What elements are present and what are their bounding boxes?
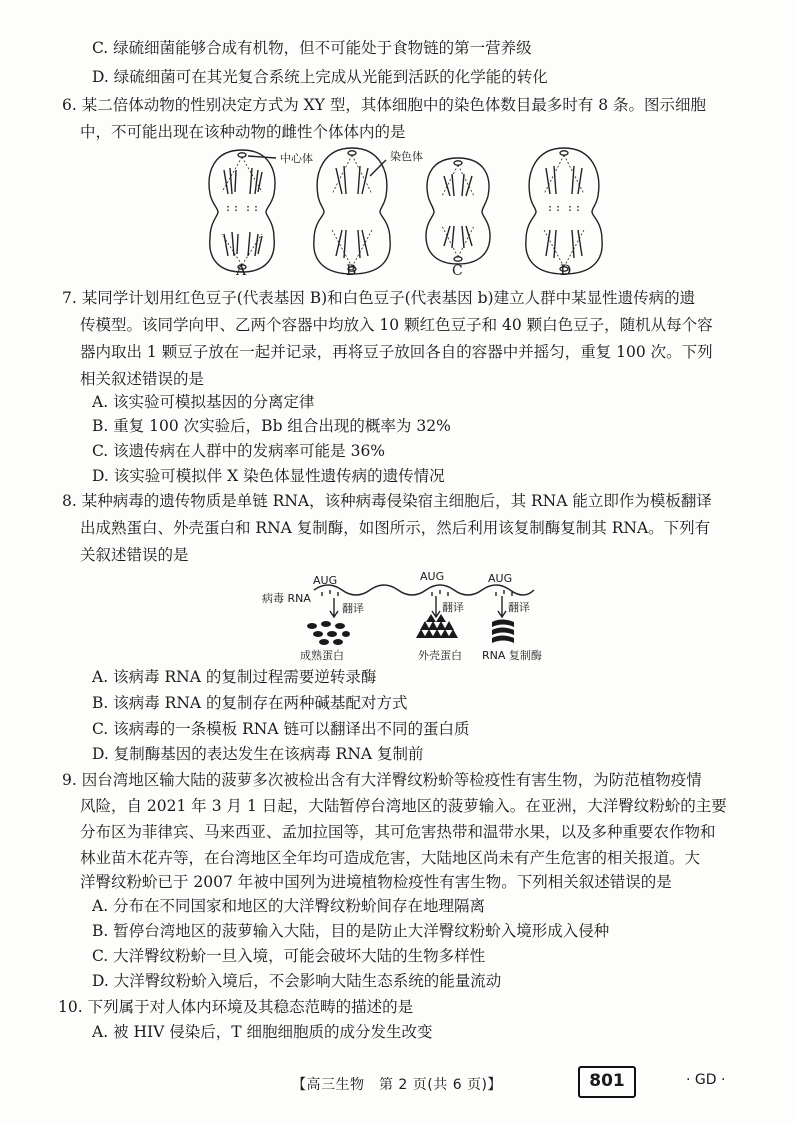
cell-c-diagram bbox=[426, 158, 490, 264]
q5-option-d: D. 绿硫细菌可在其光复合系统上完成从光能到活跃的化学能的转化 bbox=[92, 68, 548, 86]
q8-aug-label-2: AUG bbox=[420, 570, 445, 583]
q6-stem-line2: 中，不可能出现在该种动物的雌性个体体内的是 bbox=[80, 123, 406, 141]
page-footer-title: 【高三生物 第 2 页(共 6 页)】 bbox=[291, 1077, 503, 1093]
q8-option-b: B. 该病毒 RNA 的复制存在两种碱基配对方式 bbox=[92, 694, 408, 712]
q5-option-c: C. 绿硫细菌能够合成有机物，但不可能处于食物链的第一营养级 bbox=[92, 39, 532, 57]
q9-stem-line5: 洋臀纹粉蚧已于 2007 年被中国列为进境植物检疫性有害生物。下列相关叙述错误的是 bbox=[80, 873, 672, 891]
q7-option-c: C. 该遗传病在人群中的发病率可能是 36% bbox=[92, 442, 386, 460]
q8-mature-protein-label: 成熟蛋白 bbox=[300, 649, 344, 662]
page-code-badge: 801 bbox=[578, 1066, 636, 1098]
q7-stem-line3: 器内取出 1 颗豆子放在一起并记录，再将豆子放回各自的容器中并摇匀，重复 100 次。下列 bbox=[80, 343, 713, 361]
q8-aug-label-1: AUG bbox=[313, 574, 338, 587]
q10-stem-line1: 10. 下列属于对人体内环境及其稳态范畴的描述的是 bbox=[58, 998, 414, 1016]
q9-option-d: D. 大洋臀纹粉蚧入境后，不会影响大陆生态系统的能量流动 bbox=[92, 972, 502, 990]
q8-stem-line1: 8. 某种病毒的遗传物质是单链 RNA，该种病毒侵染宿主细胞后，其 RNA 能立即作为模板翻译 bbox=[62, 492, 712, 510]
q6-cell-label-b: B bbox=[346, 263, 357, 279]
q10-option-a: A. 被 HIV 侵染后，T 细胞细胞质的成分发生改变 bbox=[92, 1023, 433, 1041]
q7-option-b: B. 重复 100 次实验后，Bb 组合出现的概率为 32% bbox=[92, 417, 451, 435]
q9-stem-line4: 林业苗木花卉等，在台湾地区全年均可造成危害，大陆地区尚未有产生危害的相关报道。大 bbox=[80, 849, 701, 867]
q6-label-chromosome: 染色体 bbox=[390, 150, 423, 163]
q9-stem-line2: 风险，自 2021 年 3 月 1 日起，大陆暂停台湾地区的菠萝输入。在亚洲，大洋臀纹粉蚧的主要 bbox=[80, 797, 727, 815]
cell-a-diagram bbox=[209, 150, 275, 272]
q6-cell-label-d: D bbox=[560, 263, 572, 279]
q9-stem-line3: 分布区为菲律宾、马来西亚、孟加拉国等，其可危害热带和温带水果，以及多种重要农作物和 bbox=[80, 823, 716, 841]
q9-stem-line1: 9. 因台湾地区输大陆的菠萝多次被检出含有大洋臀纹粉蚧等检疫性有害生物，为防范植物疫情 bbox=[62, 771, 702, 789]
q8-viral-rna-label: 病毒 RNA bbox=[262, 592, 311, 605]
q7-stem-line1: 7. 某同学计划用红色豆子(代表基因 B)和白色豆子(代表基因 b)建立人群中某显性遗传病的遗 bbox=[62, 289, 696, 307]
q8-option-d: D. 复制酶基因的表达发生在该病毒 RNA 复制前 bbox=[92, 745, 424, 763]
q8-coat-protein-label: 外壳蛋白 bbox=[418, 649, 462, 662]
q8-translate-label-2: 翻译 bbox=[442, 601, 464, 614]
q9-option-c: C. 大洋臀纹粉蚧一旦入境，可能会破坏大陆的生物多样性 bbox=[92, 947, 486, 965]
q7-option-a: A. 该实验可模拟基因的分离定律 bbox=[92, 393, 315, 411]
q7-stem-line2: 传模型。该同学向甲、乙两个容器中均放入 10 颗红色豆子和 40 颗白色豆子，随机从每个容 bbox=[80, 316, 713, 334]
page-region-mark: · GD · bbox=[686, 1072, 726, 1088]
mature-protein-dots bbox=[307, 621, 350, 645]
q6-cell-label-c: C bbox=[452, 263, 463, 279]
q8-aug-label-3: AUG bbox=[488, 572, 513, 585]
q7-stem-line4: 相关叙述错误的是 bbox=[80, 370, 205, 388]
q8-translate-label-1: 翻译 bbox=[342, 602, 364, 615]
cell-d-diagram bbox=[526, 148, 602, 274]
q8-option-a: A. 该病毒 RNA 的复制过程需要逆转录酶 bbox=[92, 668, 377, 686]
q8-translate-label-3: 翻译 bbox=[508, 601, 530, 614]
rna-replicase-shapes bbox=[492, 620, 514, 644]
q7-option-d: D. 该实验可模拟伴 X 染色体显性遗传病的遗传情况 bbox=[92, 467, 445, 485]
q9-option-b: B. 暂停台湾地区的菠萝输入大陆，目的是防止大洋臀纹粉蚧入境形成入侵种 bbox=[92, 922, 610, 940]
q8-stem-line3: 关叙述错误的是 bbox=[80, 546, 189, 564]
q6-label-centrosome: 中心体 bbox=[280, 152, 313, 165]
q6-stem-line1: 6. 某二倍体动物的性别决定方式为 XY 型，其体细胞中的染色体数目最多时有 8 条。图示细胞 bbox=[62, 96, 707, 114]
q9-option-a: A. 分布在不同国家和地区的大洋臀纹粉蚧间存在地理隔离 bbox=[92, 897, 486, 915]
q6-cell-label-a: A bbox=[236, 263, 247, 279]
q8-replicase-label: RNA 复制酶 bbox=[482, 649, 542, 662]
q8-stem-line2: 出成熟蛋白、外壳蛋白和 RNA 复制酶，如图所示，然后利用该复制酶复制其 RNA。下列有 bbox=[80, 519, 711, 537]
q8-option-c: C. 该病毒的一条模板 RNA 链可以翻译出不同的蛋白质 bbox=[92, 720, 470, 738]
